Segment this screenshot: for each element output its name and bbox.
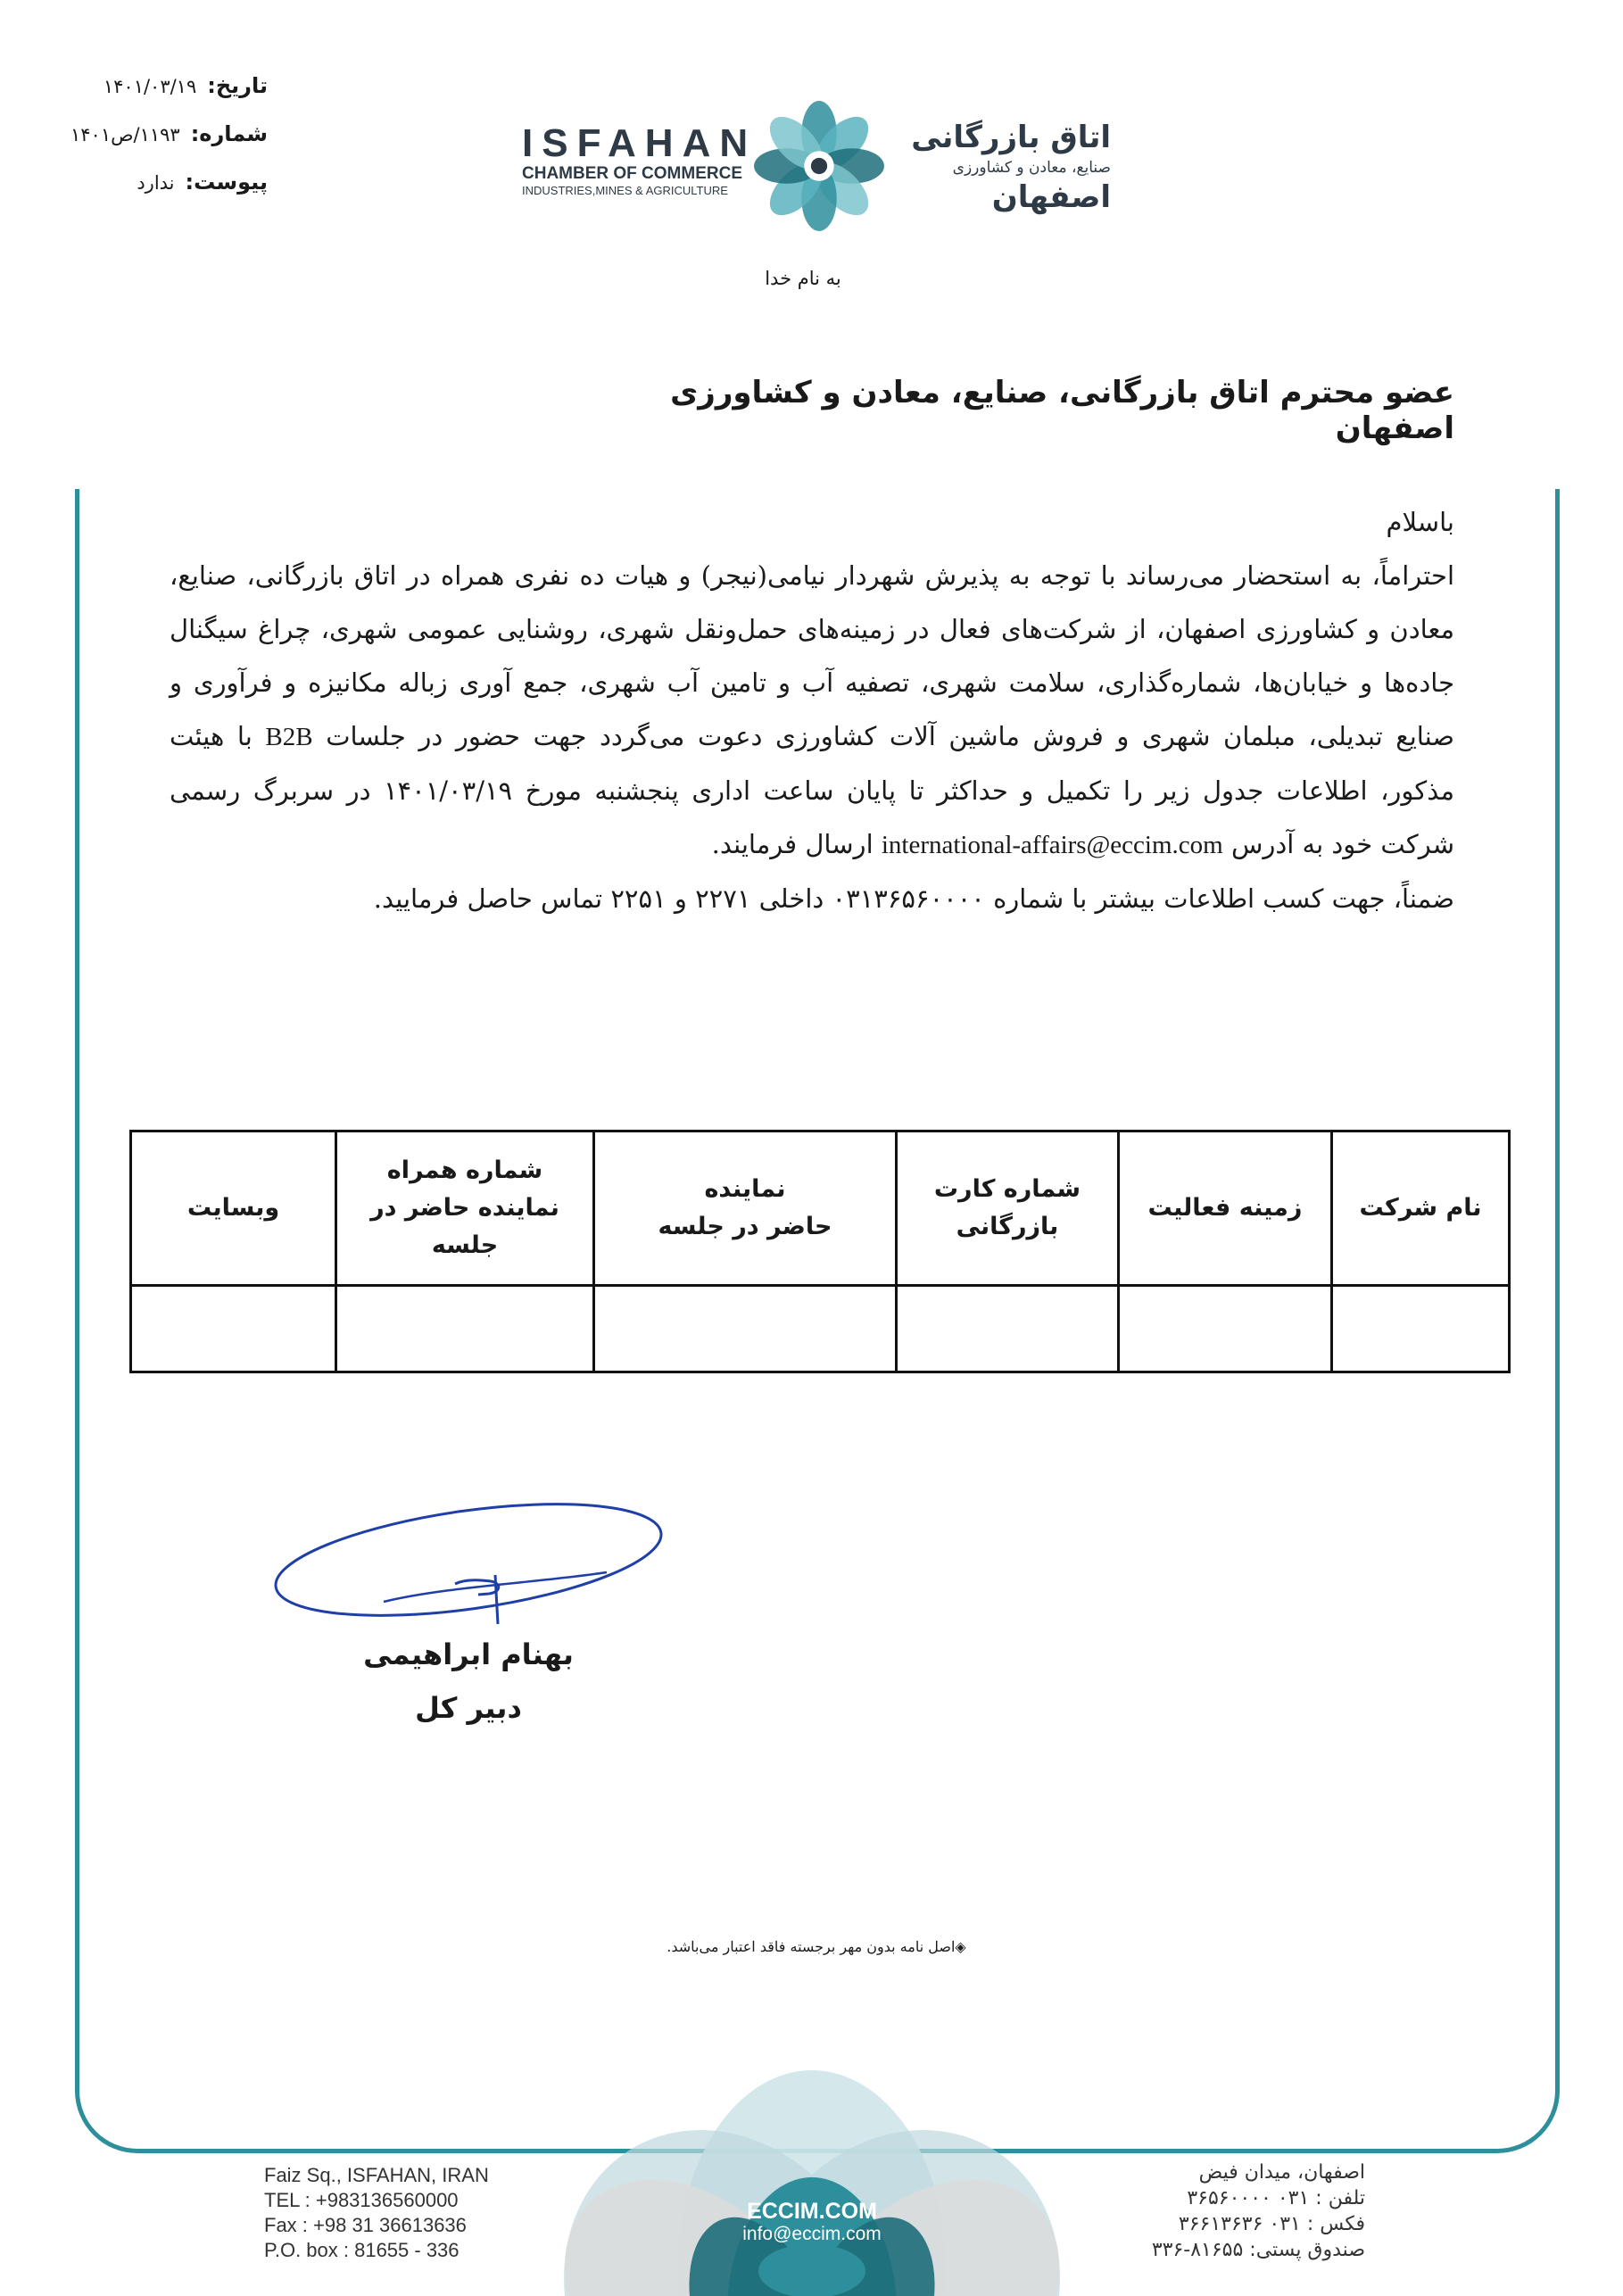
logo-en-line3: INDUSTRIES,MINES & AGRICULTURE [522, 184, 728, 197]
table-cell [131, 1286, 336, 1372]
footer-tel-fa: تلفن : ۰۳۱ ۳۶۵۶۰۰۰۰ [1187, 2187, 1365, 2209]
table-row [131, 1286, 1510, 1372]
col-representative-line1: نماینده [704, 1175, 786, 1203]
footer-website-block [696, 2199, 928, 2245]
footer-address-en: Faiz Sq., ISFAHAN, IRAN [264, 2164, 489, 2186]
col-mobile [336, 1131, 594, 1286]
number-row [34, 121, 268, 170]
b2b-term: B2B [265, 723, 313, 751]
signatory-title: دبیر کل [415, 1691, 522, 1725]
footer-email[interactable]: info@eccim.com [742, 2224, 882, 2244]
date-value: ۱۴۰۱/۰۳/۱۹ [103, 76, 197, 97]
table-cell [1332, 1286, 1510, 1372]
chamber-logo-icon [751, 98, 887, 234]
company-info-table [129, 1130, 1511, 1373]
footer-petal-graphic [500, 2043, 1124, 2296]
footer-tel-en: TEL : +983136560000 [264, 2189, 459, 2211]
table-cell [1119, 1286, 1332, 1372]
attachment-row [34, 170, 268, 218]
col-mobile-line3: جلسه [431, 1231, 499, 1259]
greeting: باسلام [1386, 507, 1454, 537]
attachment-label: پیوست: [185, 170, 268, 195]
table-cell [336, 1286, 594, 1372]
logo-persian [888, 118, 1111, 216]
table-header-row [131, 1131, 1510, 1286]
logo-fa-line1: اتاق بازرگانی [911, 120, 1111, 155]
col-card-number [897, 1131, 1119, 1286]
footer-fax-fa: فکس : ۰۳۱ ۳۶۶۱۳۶۳۶ [1178, 2213, 1365, 2235]
signature-scribble [268, 1490, 687, 1651]
date-label: تاریخ: [207, 73, 268, 98]
footer-pobox-fa: صندوق پستی: ۸۱۶۵۵-۳۳۶ [1151, 2239, 1365, 2261]
number-value: ۱۱۹۳/ص۱۴۰۱ [70, 124, 180, 145]
table-cell [897, 1286, 1119, 1372]
table-cell [594, 1286, 897, 1372]
footer-pobox-en: P.O. box : 81655 - 336 [264, 2239, 460, 2261]
validity-note: ◈اصل نامه بدون مهر برجسته فاقد اعتبار می‌باشد. [667, 1938, 966, 1955]
logo-fa-line3: اصفهان [991, 179, 1111, 215]
contact-line: ضمناً، جهت کسب اطلاعات بیشتر با شماره ۰۳۱۳۶۵۶۰۰۰۰ داخلی ۲۲۷۱ و ۲۲۵۱ تماس حاصل فرمایید. [373, 883, 1454, 914]
footer-contact-persian [1062, 2159, 1365, 2263]
col-field: زمینه فعالیت [1119, 1131, 1332, 1286]
recipient-heading: عضو محترم اتاق بازرگانی، صنایع، معادن و کشاورزی اصفهان [670, 375, 1454, 446]
footer-address-fa: اصفهان، میدان فیض [1198, 2161, 1365, 2184]
col-card-number-line1: شماره کارت [933, 1175, 1081, 1203]
col-representative [594, 1131, 897, 1286]
logo-english [522, 121, 758, 198]
col-mobile-line1: شماره همراه [386, 1156, 543, 1184]
letter-body [170, 495, 1454, 925]
col-representative-line2: حاضر در جلسه [658, 1213, 832, 1240]
body-part-3: ارسال فرمایند. [711, 829, 874, 859]
footer-fax-en: Fax : +98 31 36613636 [264, 2214, 467, 2236]
body-part-2: با هیئت مذکور، اطلاعات جدول زیر را تکمیل و حداکثر تا پایان ساعت اداری پنجشنبه مورخ ۱۴۰۱/۰۳/۱۹ در سربرگ رسمی شرکت خود به آدرس [170, 721, 1454, 859]
body-part-1: احتراماً، به استحضار می‌رساند با توجه به پذیرش شهردار نیامی(نیجر) و هیات ده نفری همراه در اتاق بازرگانی، صنایع، معادن و کشاورزی اصفهان، از شرکت‌های فعال در زمینه‌های حمل‌ونقل شهری، روشنایی عمومی شهری، چراغ سیگنال جاده‌ها و خیابان‌ها، شماره‌گذاری، سلامت شهری، تصفیه آب و تامین آب شهری، جمع آوری زباله مکانیزه و فرآوری و صنایع تبدیلی، مبلمان شهری و فروش ماشین آلات کشاورزی دعوت می‌گردد جهت حضور در جلسات [170, 560, 1455, 751]
letter-meta [34, 73, 268, 218]
body-paragraph [170, 549, 1454, 872]
email-address: international-affairs@eccim.com [881, 831, 1223, 859]
logo-en-line2: CHAMBER OF COMMERCE [522, 164, 742, 183]
logo-en-line1: ISFAHAN [522, 121, 758, 165]
bismillah: به نام خدا [765, 268, 841, 289]
col-card-number-line2: بازرگانی [956, 1213, 1059, 1240]
attachment-value: ندارد [137, 172, 175, 194]
col-website: وبسایت [131, 1131, 336, 1286]
footer-contact-english [264, 2163, 559, 2263]
footer-website[interactable]: ECCIM.COM [747, 2199, 877, 2224]
logo-fa-line2: صنایع، معادن و کشاورزی [952, 159, 1111, 177]
number-label: شماره: [190, 121, 268, 146]
col-company-name: نام شرکت [1332, 1131, 1510, 1286]
signatory-name: بهنام ابراهیمی [363, 1637, 574, 1671]
date-row [34, 73, 268, 121]
col-mobile-line2: نماینده حاضر در [370, 1194, 559, 1222]
